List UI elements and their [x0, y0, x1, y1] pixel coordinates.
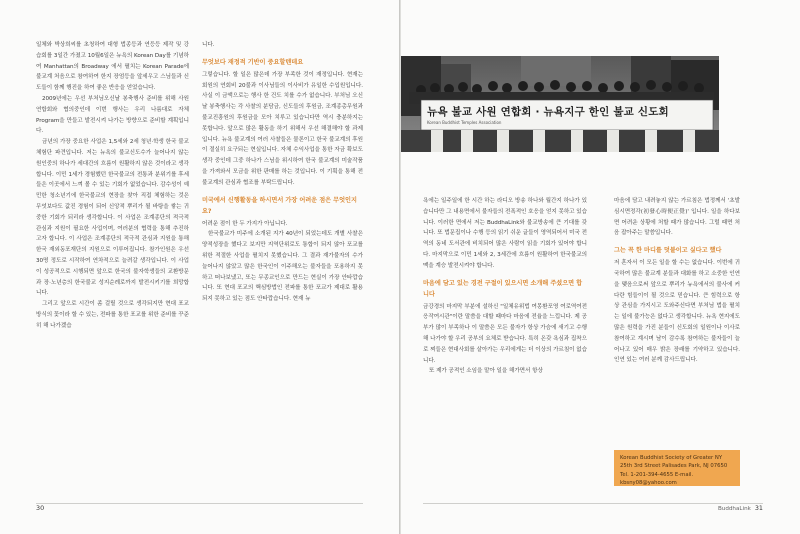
page-number: 30: [36, 504, 45, 512]
interview-question: 미국에서 신행활동을 하시면서 가장 어려운 점은 무엇인지요?: [202, 196, 357, 215]
paragraph: 욕에는 일주일에 한 시간 하는 라디오 방송 하나와 월간지 하나가 있습니다만 그 내용면에서 불자들의 전폭적인 호응을 얻지 못하고 있습니다. 이러한 면에서 저는 BuddhaLink와 불교방송에 큰 기대를 갖니다. 또 법문집이나 수행 등의 읽기 쉬운 글들이 영역되어서 미국 전역의 동네 도서관에 비치되어 많은 사람이 읽을 기회가 있어야 합니다. 마지막으로 이민 1세와 2, 3세간에 흐름이 원활하여 한국불교의 맥을 계승 발전시켜야 합니다.: [423, 198, 587, 269]
paragraph: 금년의 가장 중요한 사업은 1,5세와 2세 청년·학생 한국 불교체험단 파견입니다. 저는 뉴욕의 불교신도수가 늘어나지 않는 원인중의 하나가 세대간의 흐름이 원활하지 않은 것이라고 생각합니다. 이민 1세가 경험했던 한국불교의 전통과 분위기를 후세들은 이곳에서 느껴 볼 수 있는 기회가 없었습니다. 감수성이 예민한 청소년기에 한국불교의 현장을 찾아 직접 체험하는 것은 무엇보다도 값진 경험이 되어 신앙적 뿌리가 될 바탕을 쌓는 귀중한 기회가 되리라 생각합니다. 이 사업은 조계종단의 적극적 관심과 지원이 필요한 사업이며, 여러분의 협력을 통해 추진하고자 합니다. 이 사업은 조계종단의 적극적 관심과 지원을 통해 한국 재외동포재단의 지원으로 이루어집니다. 참가인원은 우선 30명 정도로 시작하여 연차적으로 늘려갈 생각입니다. 이 사업이 성공적으로 시행되면 앞으로 한국의 불자학생들의 교환방문과 장·노년층의 한국불교 성지순례로까지 발전시키기를 희망합니다.: [36, 139, 189, 297]
paragraph: 저 혼자서 이 모든 일을 할 수는 없습니다. 이번에 귀국하여 많은 불교계 분들과 대화를 하고 소중한 인연을 맺음으로써 앞으로 뿌리가 뉴욕에서의 불사에 커다란 힘들이이 될 것으로 믿습니다. 큰 힘력으로 항상 관심을 가지시고 도와주신다면 부처님 법을 펼치는 일에 불가능은 없다고 생각합니다. 뉴욕 현지에도 많은 원력을 가진 분들이 신도회의 일원이나 이사로 참여하고 계시며 남이 감수록 참여하는 불자들이 늘어나고 있어 매우 밝은 장래를 기약하고 있습니다. 인연 있는 여러 분께 감사드립니다.: [614, 260, 740, 364]
right-page: [401, 0, 800, 534]
right-column-2: [614, 196, 740, 366]
footer-rule: [423, 503, 763, 504]
right-column-1: [423, 196, 587, 377]
left-column-2: [202, 40, 363, 305]
paragraph: 2009년에는 우선 부처님오신날 봉축행사 준비를 위해 사원연합회와 협의중인데 이번 행사는 우리 나름대로 자체 Program을 만들고 발전시켜 나가는 방향으로 준비할 계획입니다.: [36, 95, 189, 135]
paragraph: 니다.: [202, 42, 215, 48]
banner-subtext: Korean Buddhist Temples Association: [427, 120, 502, 125]
parade-photo: [401, 56, 719, 152]
paragraph: 또 제가 공적인 소임을 맡아 일을 해가면서 항상: [429, 368, 543, 375]
interview-question: 그는 꼭 한 마디를 덧붙이고 싶다고 했다: [614, 247, 722, 255]
page-number: 31: [754, 504, 763, 512]
banner-text: 뉴욕 불교 사원 연합회 · 뉴욕지구 한인 불교 신도회: [427, 106, 669, 118]
left-page: [0, 0, 399, 534]
left-column-1: [36, 40, 189, 332]
paragraph: 어려운 점이 한 두 가지가 아닙니다.: [202, 220, 288, 227]
interview-question: 마음에 담고 있는 경전 구절이 있으시면 소개해 주셨으면 합니다: [423, 279, 583, 298]
footer-rule: [36, 503, 363, 504]
org-contact: Tel. 1-201-394-4655 E-mail. kbsny08@yahoo.com: [620, 471, 694, 487]
page-footer: [718, 504, 763, 512]
org-name: Korean Buddhist Society of Greater NY: [620, 455, 723, 461]
interview-question: 무엇보다 재정적 기반이 중요할텐데요: [202, 58, 304, 66]
paragraph: 한국불교가 미주에 소개된 지가 40년이 되었는데도 개별 사찰은 양적성장을 했다고 보지만 지역단위로도 통합이 되지 않아 포교를 위한 적절한 사업을 펼치지 못했습니다. 그 결과 재가불자의 수가 늘어나지 않았고 많은 한국인이 이주해오는 불자들을 포용하지 못하고 떠나보냈고, 또는 무종교인으로 만드는 현실이 가장 안타깝습니다. 또 현대 포교의 핵심방법인 전파를 통한 포교가 제대로 활용되지 못하고 있는 점도 안타깝습니다. 현재 뉴: [202, 231, 363, 303]
contact-info-box: [614, 450, 740, 486]
parade-photo-image: [401, 56, 719, 152]
magazine-name: BuddhaLink: [717, 506, 751, 512]
paragraph: 일체와 박상희씨를 초청하여 대형 법종등과 연등등 제작 및 강습회를 3일간 가졌고 10월6일은 뉴욕의 Korean Day를 기념하여 Manhattan의 Broadway 에서 펼치는 Korean Parade에 불교계 처음으로 참여하여 한지 장엄등을 앞세우고 스님들과 신도들이 함께 행진을 하여 좋은 반응을 얻었습니다.: [36, 42, 189, 92]
paragraph: 금강경의 마지막 부분에 설하신 "일체유위법 여몽환포영 여로역여전 응작여시관"이란 말씀을 대할 때마다 마음에 전율을 느낍니다. 제 공부가 많이 부족하나 이 말씀은 모든 불자가 항상 가슴에 새기고 수행해 나가야 할 우리 공부의 요체로 받습니다. 특히 온갖 욕심과 집착으로 찌들은 현대사회를 살아가는 우리에게는 더 이상의 가르침이 없습니다.: [423, 303, 587, 364]
org-address: 25th 3rd Street Palisades Park, NJ 07650: [620, 463, 728, 470]
paragraph: 그렇습니다. 할 일은 많은데 가장 부족한 것이 재정입니다. 현재는 회원의 연회비 20불과 이사님들의 이사비가 유일한 수입원입니다. 사실 이 금액으로는 행사 한 건도 치를 수가 없습니다. 부처님 오신날 봉축행사는 각 사찰의 분담금, 신도들의 후원금, 조계종총무원과 불교진흥원의 후원금을 모아 치루고 있습니다만 역시 충분하지는 못합니다. 앞으로 많은 활동을 하기 위해서 우선 해결해야 할 과제입니다. 뉴욕 불교계의 여러 사찰들은 물론이고 한국 불교계의 후원이 절실히 요구되는 현실입니다. 자체 수익사업을 통한 자금 확보도 생각 중인데 그중 하나가 스님을 위시하여 한국 불교계의 미술작품을 가져와서 모금을 위한 판매를 하는 것입니다. 이 기획을 통해 전 불교계의 관심과 협조를 부탁드립니다.: [202, 71, 363, 186]
paragraph: 마음에 담고 내려놓지 않는 가르침은 법정께서 '초발심시면정각(初發心時便正覺)' 입니다. 일을 하다보면 어려운 상황에 처할 때가 많습니다. 그럴 때면 처음 잡아주는 말씀입니다.: [614, 198, 740, 237]
paragraph: 그리고 앞으로 시간이 좀 걸릴 것으로 생각되지만 현대 포교방식의 꽃이라 할 수 있는, 전파를 통한 포교를 위한 준비를 꾸준히 해 나가겠습: [36, 301, 189, 329]
